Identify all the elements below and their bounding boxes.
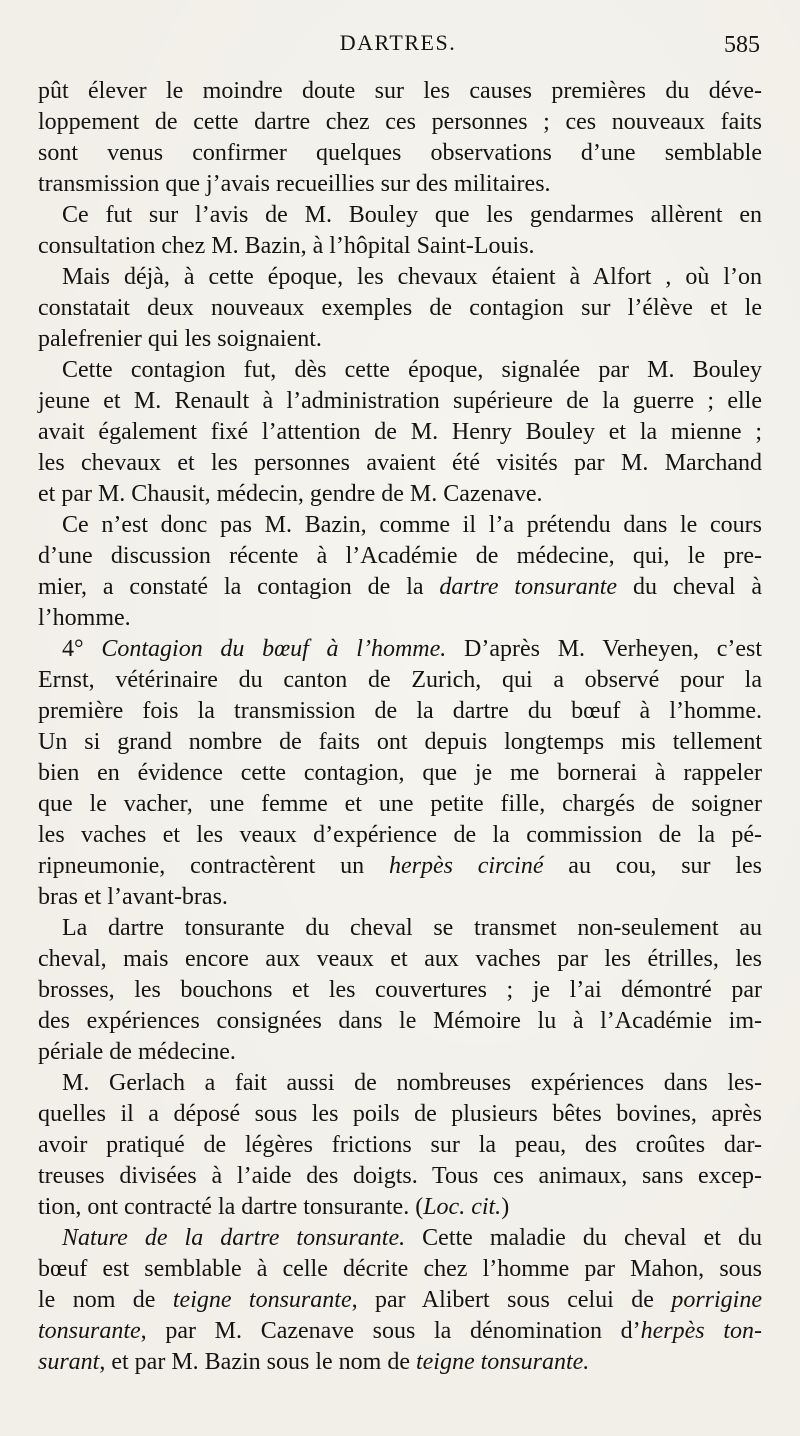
italic-text: porrigine [671, 1287, 762, 1313]
text-line: Mais déjà, à cette époque, les chevaux étaient à Alfort , où l’on [62, 264, 762, 290]
text-line: sont venus confirmer quelques observations d’une semblable [38, 140, 762, 166]
text-line: 4° Contagion du bœuf à l’homme. D’après M. Verheyen, c’est [62, 636, 763, 662]
text-line: et par M. Chausit, médecin, gendre de M. Cazenave. [38, 481, 543, 507]
text-line: le nom de teigne tonsurante, par Alibert sous celui de porrigine [38, 1287, 762, 1313]
text-line: Nature de la dartre tonsurante. Cette maladie du cheval et du [62, 1225, 763, 1251]
text-line: palefrenier qui les soignaient. [38, 326, 322, 352]
text-line: constatait deux nouveaux exemples de contagion sur l’élève et le [38, 295, 762, 321]
italic-text: tonsurante [38, 1318, 141, 1344]
text-line: consultation chez M. Bazin, à l’hôpital Saint-Louis. [38, 233, 535, 259]
italic-text: Contagion du bœuf à l’homme. [101, 636, 447, 662]
text-line: pût élever le moindre doute sur les causes premières du déve- [38, 78, 762, 104]
text-line: l’homme. [38, 605, 131, 631]
running-title: DARTRES. [339, 30, 457, 55]
text-line: avait également fixé l’attention de M. Henry Bouley et la mienne ; [38, 419, 762, 445]
text-line: d’une discussion récente à l’Académie de médecine, qui, le pre- [38, 543, 762, 569]
text-line: avoir pratiqué de légères frictions sur la peau, des croûtes dar- [38, 1132, 762, 1158]
text-line: les chevaux et les personnes avaient été visités par M. Marchand [38, 450, 762, 476]
text-line: bras et l’avant-bras. [38, 884, 228, 910]
text-line: treuses divisées à l’aide des doigts. Tous ces animaux, sans excep- [38, 1163, 762, 1189]
page-number: 585 [724, 32, 760, 58]
text-line: Ernst, vétérinaire du canton de Zurich, qui a observé pour la [38, 667, 762, 693]
italic-text: herpès circiné [388, 853, 544, 879]
italic-text: teigne tonsurante [172, 1287, 352, 1313]
italic-text: dartre tonsurante [439, 574, 618, 600]
text-line: Cette contagion fut, dès cette époque, signalée par M. Bouley [62, 357, 762, 383]
text-line: que le vacher, une femme et une petite fille, chargés de soigner [38, 791, 762, 817]
text-line: loppement de cette dartre chez ces personnes ; ces nouveaux faits [38, 109, 762, 135]
body-text [38, 76, 762, 1378]
text-line: La dartre tonsurante du cheval se transmet non-seulement au [62, 915, 762, 941]
text-line: tion, ont contracté la dartre tonsurante. (Loc. cit.) [38, 1194, 510, 1220]
text-line: périale de médecine. [38, 1039, 236, 1065]
text-line: première fois la transmission de la dartre du bœuf à l’homme. [38, 698, 762, 724]
text-line: surant, et par M. Bazin sous le nom de teigne tonsurante. [38, 1349, 590, 1375]
text-line: Ce fut sur l’avis de M. Bouley que les gendarmes allèrent en [62, 202, 762, 228]
italic-text: herpès ton- [640, 1318, 762, 1344]
italic-text: surant [38, 1349, 100, 1375]
text-line: les vaches et les veaux d’expérience de la commission de la pé- [38, 822, 762, 848]
text-line: bœuf est semblable à celle décrite chez l’homme par Mahon, sous [38, 1256, 762, 1282]
text-line: Un si grand nombre de faits ont depuis longtemps mis tellement [38, 729, 762, 755]
text-line: tonsurante, par M. Cazenave sous la dénomination d’herpès ton- [38, 1318, 762, 1344]
text-line: cheval, mais encore aux veaux et aux vaches par les étrilles, les [38, 946, 762, 972]
text-line: ripneumonie, contractèrent un herpès circiné au cou, sur les [38, 853, 762, 879]
text-line: jeune et M. Renault à l’administration supérieure de la guerre ; elle [38, 388, 762, 414]
italic-text: Nature de la dartre tonsurante. [62, 1225, 406, 1251]
text-line: des expériences consignées dans le Mémoire lu à l’Académie im- [38, 1008, 762, 1034]
page-header [36, 30, 760, 66]
text-line: M. Gerlach a fait aussi de nombreuses expériences dans les- [62, 1070, 762, 1096]
text-line: brosses, les bouchons et les couvertures ; je l’ai démontré par [38, 977, 762, 1003]
text-line: mier, a constaté la contagion de la dartre tonsurante du cheval à [38, 574, 762, 600]
italic-text: Loc. cit. [423, 1194, 502, 1220]
text-line: bien en évidence cette contagion, que je me bornerai à rappeler [38, 760, 762, 786]
italic-text: teigne tonsurante. [415, 1349, 590, 1375]
text-line: quelles il a déposé sous les poils de plusieurs bêtes bovines, après [38, 1101, 762, 1127]
text-line: Ce n’est donc pas M. Bazin, comme il l’a prétendu dans le cours [62, 512, 762, 538]
text-line: transmission que j’avais recueillies sur des militaires. [38, 171, 551, 197]
